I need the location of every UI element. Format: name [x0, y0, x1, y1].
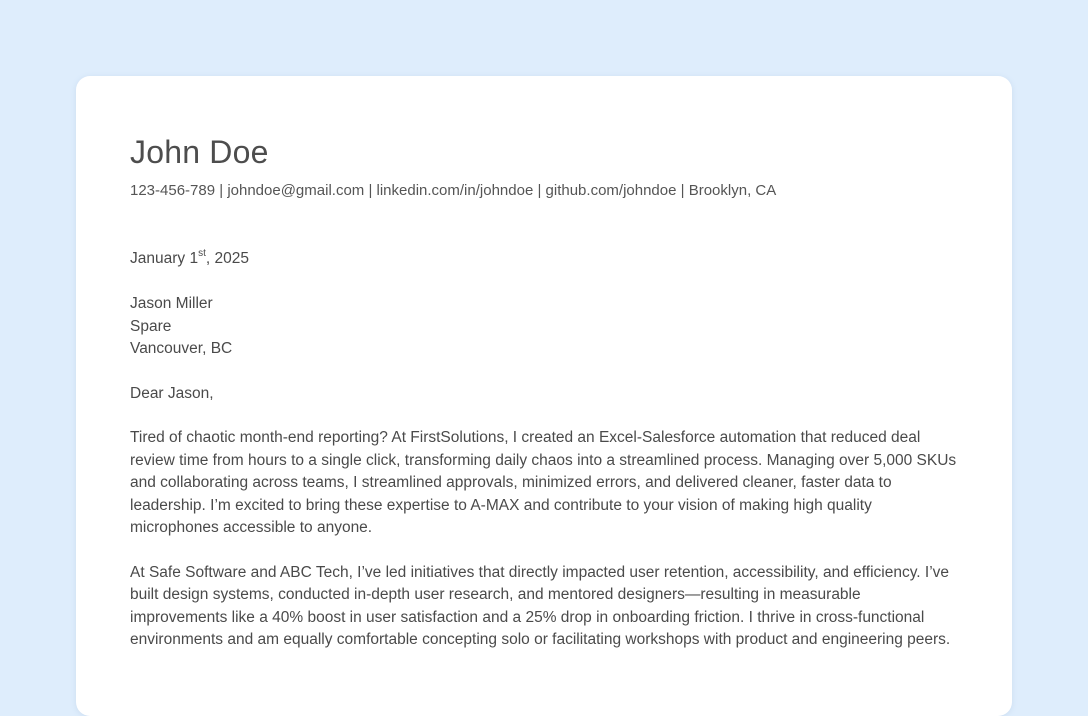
- github-link: github.com/johndoe: [545, 182, 677, 199]
- contact-separator: |: [533, 182, 546, 199]
- letter-greeting: Dear Jason,: [130, 384, 214, 402]
- body-paragraph-2: At Safe Software and ABC Tech, I’ve led initiatives that directly impacted user retention, accessibility, and efficiency. I’ve built design systems, conducted in-depth user research, and mentored designers—resulting in measurable improvements like a 40% boost in user satisfaction and a 25% drop in onboarding friction. I thrive in cross-functional environments and am equally comfortable concepting solo or facilitating workshops with product and engineering peers.: [130, 563, 951, 648]
- contact-separator: |: [364, 182, 377, 199]
- letter-content: [130, 132, 960, 667]
- contact-line: [130, 181, 960, 201]
- body-paragraph-1: Tired of chaotic month-end reporting? At FirstSolutions, I created an Excel-Salesforce automation that reduced deal review time from hours to a single click, transforming daily chaos into a streamlined process. Managing over 5,000 SKUs and collaborating across teams, I streamlined approvals, minimized errors, and delivered cleaner, faster data to leadership. I’m excited to bring these expertise to A-MAX and contribute to your vision of making high quality microphones accessible to anyone.: [130, 429, 957, 536]
- recipient-name: Jason Miller: [130, 295, 213, 312]
- contact-separator: |: [215, 182, 228, 199]
- date-month-day: January 1: [130, 250, 199, 267]
- phone-number: 123-456-789: [130, 182, 216, 199]
- date-ordinal-suffix: st: [198, 247, 206, 259]
- recipient-company: Spare: [130, 317, 172, 335]
- recipient-location: Vancouver, BC: [130, 340, 233, 357]
- location: Brooklyn, CA: [688, 182, 777, 199]
- letter-date: [130, 248, 960, 270]
- email-address: johndoe@gmail.com: [227, 182, 365, 199]
- contact-separator: |: [676, 182, 689, 199]
- letter-card: [76, 76, 1012, 716]
- recipient-block: [130, 293, 960, 361]
- applicant-name: John Doe: [130, 134, 269, 170]
- linkedin-link: linkedin.com/in/johndoe: [376, 182, 534, 199]
- date-year: , 2025: [205, 250, 249, 267]
